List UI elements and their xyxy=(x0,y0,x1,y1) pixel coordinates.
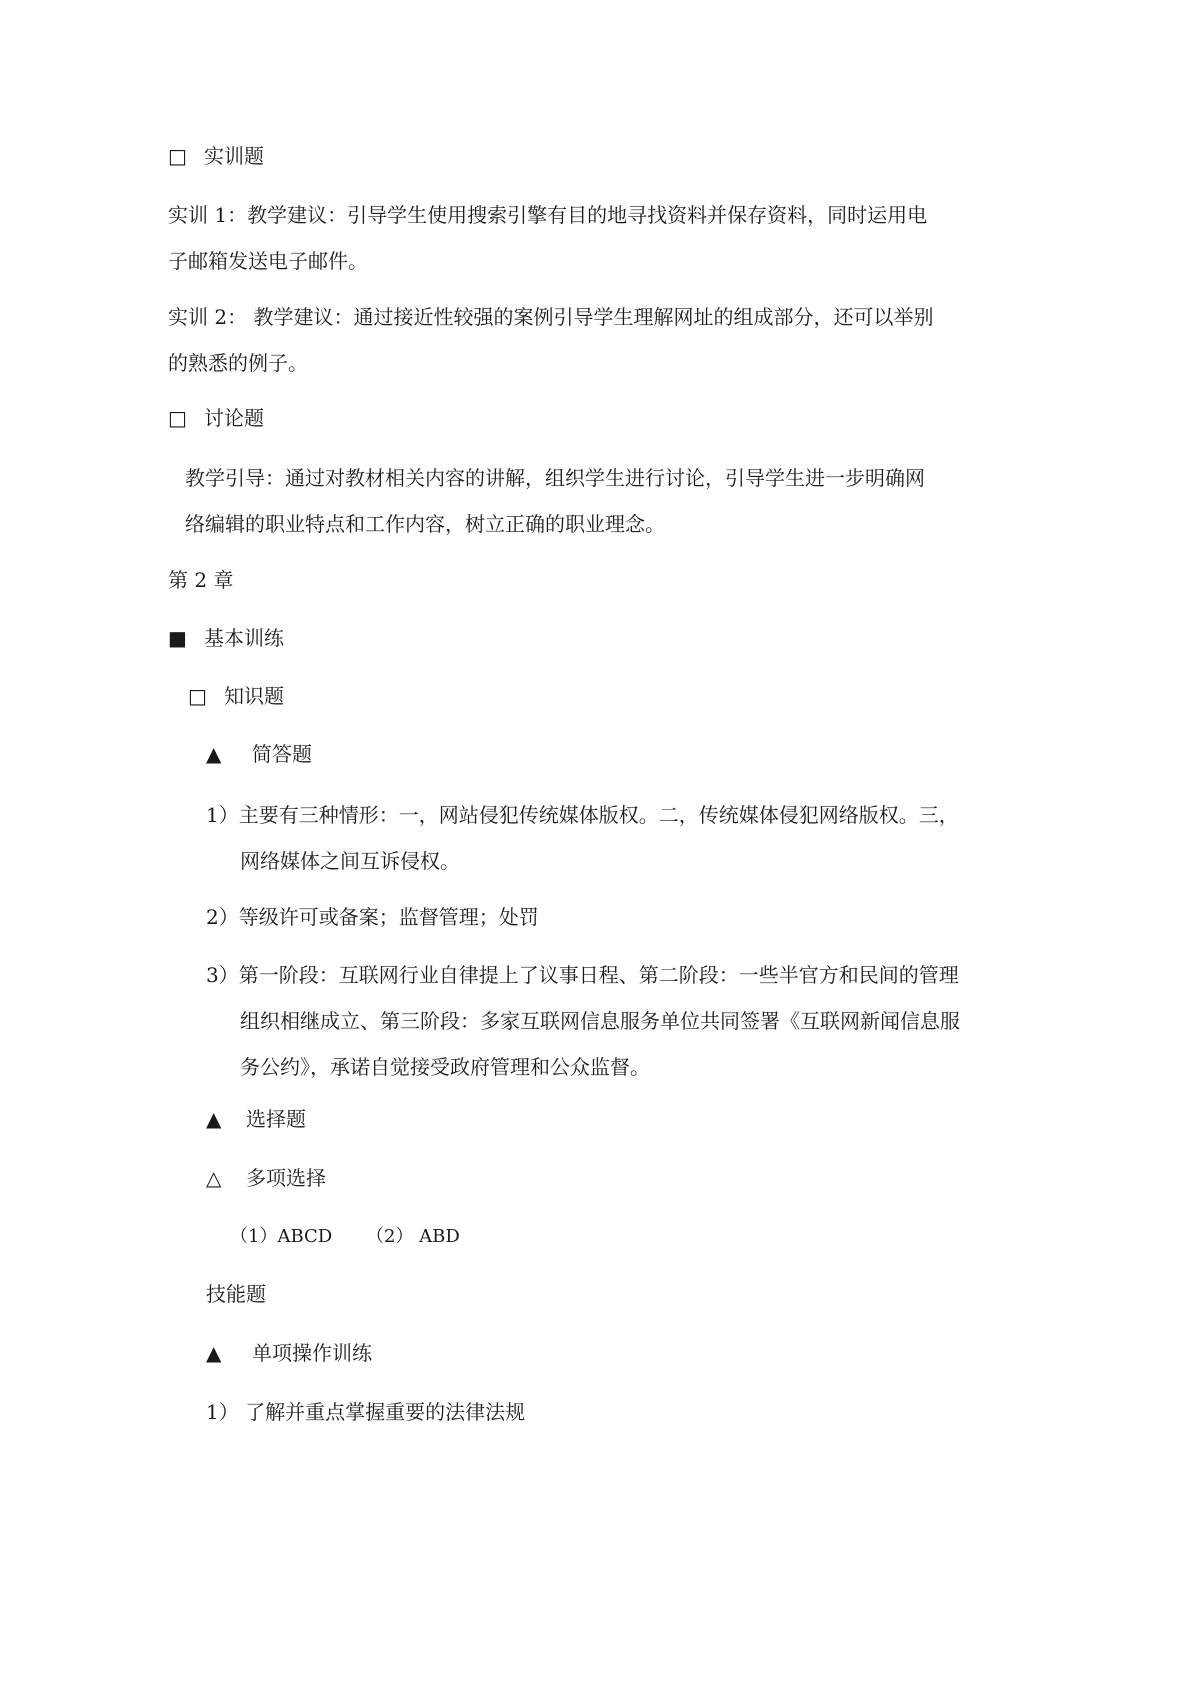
answer-1: （1）ABCD xyxy=(230,1226,333,1247)
triangle-outline-marker: △ xyxy=(206,1166,222,1190)
knowledge-title: 知识题 xyxy=(224,684,284,708)
multiple-choice-answers xyxy=(230,1223,460,1251)
single-operation-heading xyxy=(206,1339,372,1367)
discussion-heading xyxy=(168,404,264,432)
triangle-marker: ▲ xyxy=(206,1107,222,1131)
short-answer-heading xyxy=(206,740,312,768)
practice-heading xyxy=(168,142,264,170)
filled-square-marker: ■ xyxy=(168,626,187,650)
choice-heading xyxy=(206,1105,306,1133)
short-answer-item-2: 2）等级许可或备案；监督管理；处罚 xyxy=(206,905,539,929)
triangle-marker: ▲ xyxy=(206,742,222,766)
choice-title: 选择题 xyxy=(246,1107,306,1131)
multiple-choice-title: 多项选择 xyxy=(246,1166,326,1190)
triangle-marker: ▲ xyxy=(206,1341,222,1365)
checkbox-marker: □ xyxy=(168,144,187,168)
practice-title: 实训题 xyxy=(204,144,264,168)
discussion-text: 教学引导：通过对教材相关内容的讲解，组织学生进行讨论，引导学生进一步明确网络编辑的职业特点和工作内容，树立正确的职业理念。 xyxy=(185,466,925,536)
chapter-title: 第 2 章 xyxy=(168,568,234,592)
knowledge-heading xyxy=(188,682,284,710)
single-operation-item-1: 1） 了解并重点掌握重要的法律法规 xyxy=(206,1400,526,1424)
practice-item-1: 实训 1：教学建议：引导学生使用搜索引擎有目的地寻找资料并保存资料，同时运用电子邮箱发送电子邮件。 xyxy=(168,203,928,273)
short-answer-item-1: 1）主要有三种情形：一，网站侵犯传统媒体版权。二，传统媒体侵犯网络版权。三，网络媒体之间互诉侵权。 xyxy=(206,803,959,873)
basic-training-heading xyxy=(168,624,284,652)
short-answer-title: 简答题 xyxy=(252,742,312,766)
discussion-title: 讨论题 xyxy=(204,406,264,430)
short-answer-item-3: 3）第一阶段：互联网行业自律提上了议事日程、第二阶段：一些半官方和民间的管理组织相继成立、第三阶段：多家互联网信息服务单位共同签署《互联网新闻信息服务公约》，承诺自觉接受政府管理和公众监督。 xyxy=(206,963,960,1079)
single-operation-title: 单项操作训练 xyxy=(252,1341,372,1365)
basic-training-title: 基本训练 xyxy=(204,626,284,650)
practice-item-2: 实训 2： 教学建议：通过接近性较强的案例引导学生理解网址的组成部分，还可以举别的熟悉的例子。 xyxy=(168,305,934,375)
multiple-choice-heading xyxy=(206,1164,326,1192)
checkbox-marker: □ xyxy=(168,406,187,430)
skills-title: 技能题 xyxy=(206,1282,266,1306)
checkbox-marker: □ xyxy=(188,684,207,708)
answer-2: （2） ABD xyxy=(366,1226,460,1247)
